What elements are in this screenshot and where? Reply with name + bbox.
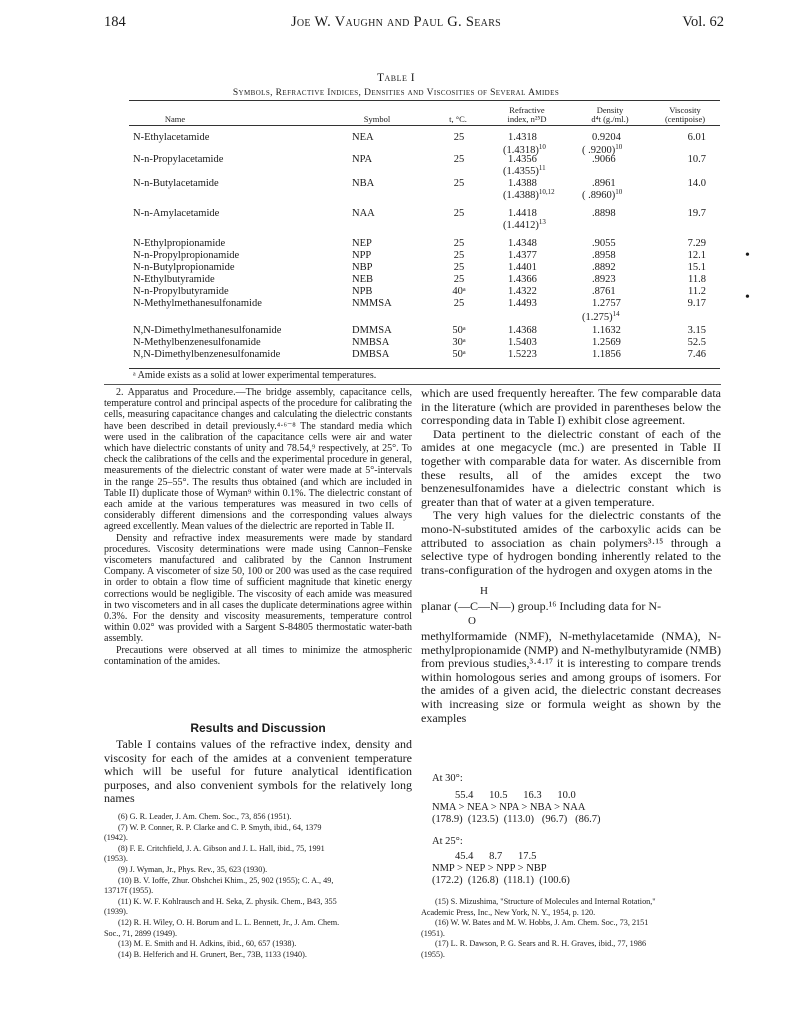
table-cell-symbol: NBP (352, 262, 373, 273)
table-cell-name: N-n-Propylpropionamide (133, 250, 240, 261)
table-cell-v: 7.46 (687, 349, 706, 360)
table-cell-d: .8898 (592, 208, 616, 219)
struct-o: O (467, 615, 476, 627)
reference: (10) B. V. Ioffe, Zhur. Obshchei Khim., 25, 902 (1955); C. A., 49, (118, 875, 334, 885)
col-header-name: Name (164, 114, 186, 124)
table-cell-name: N,N-Dimethylbenzenesulfonamide (133, 349, 281, 360)
lit-ref-d-nba: ( .8960)$^{10}$ (582, 188, 623, 201)
reference: (16) W. W. Bates and M. W. Hobbs, J. Am. Chem. Soc., 73, 2151 (435, 918, 649, 928)
running-header (0, 14, 792, 34)
table-cell-symbol: DMMSA (352, 325, 392, 336)
col-header-viscosity (650, 106, 720, 124)
col-header-viscosity-line1: Viscosity (669, 105, 701, 115)
table-cell-v: 11.8 (688, 274, 706, 285)
amide-structure (457, 585, 511, 627)
table-cell-symbol: DMBSA (352, 349, 390, 360)
table-cell-t: 25 (453, 154, 465, 165)
col-header-refractive (492, 106, 562, 124)
table-cell-v: 19.7 (687, 208, 706, 219)
col-header-density (570, 106, 650, 124)
table-cell-name: N-n-Butylacetamide (133, 178, 219, 189)
table-cell-name: N-n-Propylbutyramide (133, 286, 229, 297)
table-cell-v: 6.01 (687, 132, 706, 143)
right-paragraph-2: Data pertinent to the dielectric constant of each of the amides at one megacycle (mc.) are presented in Table II together with comparable data for water. As discernible from these results, all of the amides except the two benzenesulfonamides have a dielectric constant which is greater than that of water at a given temperature. (421, 426, 721, 509)
table-cell-t: 30ᵃ (452, 337, 466, 348)
right-paragraph-1: which are used frequently hereafter. The few comparable data in the literature (which are provided in parentheses below the corresponding data in Table I) exhibit close agreement. (421, 386, 721, 428)
table-cell-d: 0.9204 (592, 132, 621, 143)
example2-diffs: 45.4 8.7 17.5 (455, 851, 537, 862)
example2-line: NMP > NEP > NPP > NBP (432, 863, 547, 874)
table-cell-name: N-Ethylacetamide (133, 132, 210, 143)
table-cell-t: 25 (453, 132, 465, 143)
table-cell-v: 7.29 (687, 238, 706, 249)
methods-paragraph: Precautions were observed at all times to minimize the atmospheric contamination of the amides. (104, 644, 412, 667)
section-rule (104, 384, 721, 385)
table-cell-symbol: NEP (352, 238, 372, 249)
lit-ref-n-naa: $(1.4412)^{13}$ (503, 218, 546, 231)
example1-label: At 30°: (432, 773, 463, 784)
table-cell-v: 52.5 (687, 337, 706, 348)
table-cell-t: 25 (453, 178, 465, 189)
table-cell-d: .8892 (592, 262, 616, 273)
table-cell-v: 12.1 (687, 250, 706, 261)
example2-label: At 25°: (432, 836, 463, 847)
table-cell-n: 1.4322 (508, 286, 537, 297)
volume-label: Vol. 62 (682, 14, 724, 30)
table-cell-name: N-Ethylbutyramide (133, 274, 215, 285)
table-cell-d: 1.2569 (592, 337, 621, 348)
reference: (1939). (104, 907, 128, 917)
table-cell-n: 1.4356 (508, 154, 537, 165)
col-header-density-line2: d⁴t (g./ml.) (591, 114, 629, 124)
table-cell-symbol: NPB (352, 286, 373, 297)
methods-paragraph: Density and refractive index measurements were made by standard procedures. Viscosity determinations were made using Cannon–Fenske viscometers manufactured and calibrated by the Cannon Instrument Company. A viscometer of size 50, 100 or 200 was used as the case required in order to obtain a flow time of sufficient magnitude that kinetic energy corrections would be negligible. The viscosity of each amide was measured in two viscometers and in all cases the duplicate determinations agree within 0.3%. For the density and viscosity measurements, temperature control within 0.02° was provided with a Sargent S-84805 thermostatic water-bath assembly. (104, 532, 412, 645)
table-cell-n: 1.4401 (508, 262, 537, 273)
table-cell-t: 40ᵃ (452, 286, 466, 297)
col-header-refractive-line2: index, n²⁵D (507, 114, 547, 124)
table-cell-symbol: NPA (352, 154, 373, 165)
references-right (421, 897, 721, 961)
methods-section (104, 387, 412, 667)
table-cell-n: 1.4493 (508, 298, 537, 309)
table-cell-t: 25 (453, 238, 465, 249)
structure-line (421, 585, 662, 627)
table-cell-v: 15.1 (687, 262, 706, 273)
table-cell-symbol: NMBSA (352, 337, 390, 348)
lit-ref-n-npa: $(1.4355)^{11}$ (503, 164, 546, 177)
table-cell-symbol: NPP (352, 250, 372, 261)
table-cell-d: .9055 (592, 238, 616, 249)
table-subtitle: Symbols, Refractive Indices, Densities and Viscosities of Several Amides (232, 88, 560, 98)
table-cell-t: 25 (453, 298, 465, 309)
table-caption: Table I (376, 72, 416, 84)
right-column-lower (421, 630, 721, 725)
table-cell-n: 1.4318 (508, 132, 537, 143)
table-cell-d: .8923 (592, 274, 616, 285)
right-column-upper (421, 387, 721, 577)
table-cell-d: 1.2757 (592, 298, 621, 309)
lit-ref-d-nmmsa: $(1.275)^{14}$ (582, 310, 620, 323)
reference: (9) J. Wyman, Jr., Phys. Rev., 35, 623 (1930). (118, 864, 268, 874)
table-header-rule (129, 125, 720, 126)
struct-main: —C—N— (457, 599, 511, 613)
table-cell-d: 1.1632 (592, 325, 621, 336)
references-left (104, 812, 414, 960)
reference: (14) B. Helferich and H. Grunert, Ber., 73B, 1133 (1940). (118, 949, 307, 959)
planar-text-post: ) group.¹⁶ Including data for N- (510, 599, 662, 613)
table-bottom-rule (129, 368, 720, 369)
table-cell-name: N-Ethylpropionamide (133, 238, 226, 249)
table-cell-n: 1.4348 (508, 238, 537, 249)
reference: (6) G. R. Leader, J. Am. Chem. Soc., 73, 856 (1951). (118, 812, 292, 821)
table-cell-v: 10.7 (687, 154, 706, 165)
col-header-symbol: Symbol (363, 114, 391, 124)
reference: (7) W. P. Conner, R. P. Clarke and C. P. Smyth, ibid., 64, 1379 (118, 822, 322, 832)
right-paragraph-4: methylformamide (NMF), N-methylacetamide (NMA), N-methylpropionamide (NMP) and N-methylbutyramide (NMB) from previous studies,³·⁴·¹⁷ it is interesting to compare trends within homologous series and among groups of isomers. For the amides of a given acid, the dielectric constant decreases with increasing size or formula weight as shown by the examples (421, 629, 721, 725)
lit-ref-d-nea: ( .9200)$^{10}$ (582, 143, 623, 156)
reference: (17) L. R. Dawson, P. G. Sears and R. H. Graves, ibid., 77, 1986 (435, 939, 647, 949)
results-paragraph: Table I contains values of the refractive index, density and viscosity for each of the amides at a convenient temperature which will be useful for future analytical identification purposes, and also convenient symbols for the relatively long names (104, 737, 412, 806)
table-cell-n: 1.5223 (508, 349, 537, 360)
reference: (15) S. Mizushima, "Structure of Molecules and Internal Rotation," (435, 897, 656, 906)
table-cell-n: 1.4366 (508, 274, 537, 285)
lit-ref-n-nea: $(1.4318)^{10}$ (503, 143, 546, 156)
reference: Soc., 71, 2899 (1949). (104, 928, 177, 938)
table-cell-d: .9066 (592, 154, 616, 165)
col-header-refractive-line1: Refractive (509, 105, 545, 115)
reference: (13) M. E. Smith and H. Adkins, ibid., 60, 657 (1938). (118, 939, 297, 949)
table-cell-name: N,N-Dimethylmethanesulfonamide (133, 325, 282, 336)
reference: 13717f (1955). (104, 886, 154, 896)
table-cell-d: .8761 (592, 286, 616, 297)
reference: (1942). (104, 833, 128, 843)
table-footnote: ᵃ Amide exists as a solid at lower experimental temperatures. (133, 370, 377, 381)
reference: (12) R. H. Wiley, O. H. Borum and L. L. Bennett, Jr., J. Am. Chem. (118, 917, 340, 927)
table-cell-n: 1.4388 (508, 178, 537, 189)
reference: Academic Press, Inc., New York, N. Y., 1954, p. 120. (421, 907, 596, 917)
table-cell-d: .8961 (592, 178, 616, 189)
table-cell-symbol: NAA (352, 208, 375, 219)
table-cell-symbol: NEB (352, 274, 373, 285)
table-cell-t: 25 (453, 262, 465, 273)
table-cell-name: N-n-Butylpropionamide (133, 262, 235, 273)
example1-values: (178.9) (123.5) (113.0) (96.7) (86.7) (432, 814, 601, 825)
table-cell-v: 14.0 (687, 178, 706, 189)
table-cell-n: 1.4368 (508, 325, 537, 336)
table-cell-t: 50ᵃ (452, 325, 466, 336)
table-cell-t: 50ᵃ (452, 349, 466, 360)
table-cell-v: 11.2 (688, 286, 706, 297)
page-number: 184 (104, 14, 126, 30)
table-cell-name: N-Methylbenzenesulfonamide (133, 337, 261, 348)
reference: (8) F. E. Critchfield, J. A. Gibson and J. L. Hall, ibid., 75, 1991 (118, 843, 325, 853)
table-cell-v: 3.15 (687, 325, 706, 336)
table-cell-n: 1.5403 (508, 337, 537, 348)
example1-line: NMA > NEA > NPA > NBA > NAA (432, 802, 586, 813)
col-header-temp: t, °C. (449, 114, 467, 124)
table-cell-v: 9.17 (687, 298, 706, 309)
table-cell-n: 1.4377 (508, 250, 537, 261)
table-cell-n: 1.4418 (508, 208, 537, 219)
results-heading: Results and Discussion (190, 721, 326, 735)
struct-h: H (479, 585, 488, 597)
table-cell-symbol: NMMSA (352, 298, 392, 309)
reference: (1951). (421, 928, 445, 938)
planar-text: planar ( (421, 599, 458, 613)
running-authors: Joe W. Vaughn and Paul G. Sears (290, 14, 502, 30)
reference: (11) K. W. F. Kohlrausch and H. Seka, Z. physik. Chem., B43, 355 (118, 896, 337, 906)
col-header-density-line1: Density (596, 105, 624, 115)
example1-diffs: 55.4 10.5 16.3 10.0 (455, 790, 576, 801)
table-cell-name: N-n-Amylacetamide (133, 208, 220, 219)
table-cell-d: 1.1856 (592, 349, 621, 360)
margin-mark: • (745, 248, 750, 263)
table-cell-name: N-n-Propylacetamide (133, 154, 224, 165)
table-cell-t: 25 (453, 208, 465, 219)
table-cell-d: .8958 (592, 250, 616, 261)
table-cell-t: 25 (453, 274, 465, 285)
methods-paragraph: 2. Apparatus and Procedure.—The bridge assembly, capacitance cells, temperature control and principal aspects of the procedure for calibrating the cells, measuring capacitance changes and calculating the dielectric constants have been described in detail previously.⁴·⁶⁻⁸ The standard media which were used in the calibration of the capacitance cells were air and water which have dielectric constants of unity and 78.54,⁹ respectively, at 25°. To check the calibrations of the cells and the experimental procedure in general, measurements of the dielectric constant of water were made at 5°-intervals in the range 25–55°. The results thus obtained (and which are included in Table II) duplicate those of Wyman⁹ within 0.1%. The dielectric constant of each amide at the various temperatures was measured in two cells of considerably different dimensions and the corresponding values always agreed excellently. Mean values of the dielectric are reported in Table II. (104, 387, 412, 533)
table-cell-name: N-Methylmethanesulfonamide (133, 298, 262, 309)
results-intro (104, 738, 412, 806)
table-cell-symbol: NBA (352, 178, 375, 189)
table-top-rule (129, 100, 720, 101)
example2-values: (172.2) (126.8) (118.1) (100.6) (432, 875, 570, 886)
lit-ref-n-nba: $(1.4388)^{10,12}$ (503, 188, 555, 201)
table-cell-symbol: NEA (352, 132, 374, 143)
table-cell-t: 25 (453, 250, 465, 261)
right-paragraph-3: The very high values for the dielectric constants of the mono-N-substituted amides of the carboxylic acids can be attributed to association as chain polymers³·¹⁵ through a selective type of hydrogen bonding inherently related to the trans-configuration of the hydrogen and oxygen atoms in the (421, 508, 721, 577)
margin-mark: • (745, 290, 750, 305)
reference: (1955). (421, 949, 445, 959)
reference: (1953). (104, 854, 128, 864)
col-header-viscosity-line2: (centipoise) (664, 114, 706, 124)
